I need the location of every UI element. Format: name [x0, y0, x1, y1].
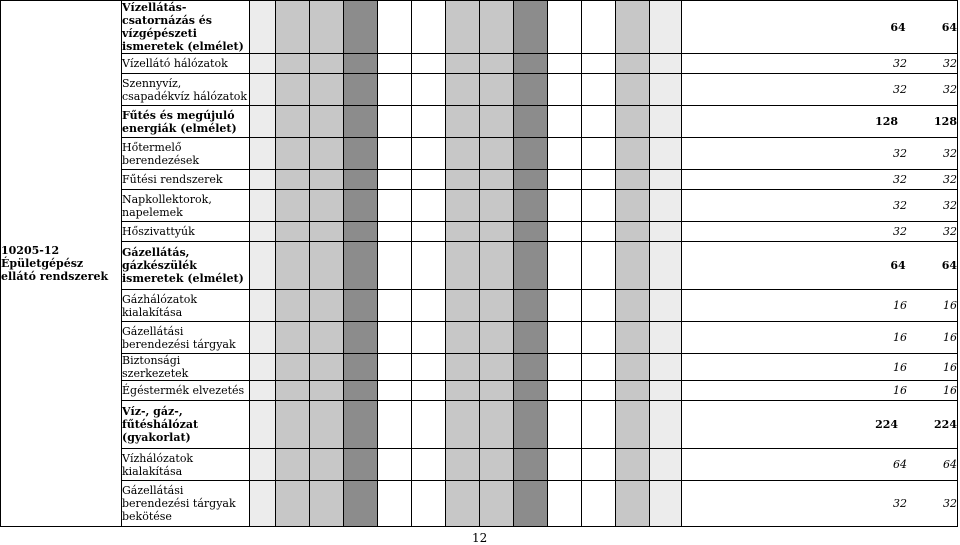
schedule-block-cell [412, 190, 446, 222]
schedule-block-cell [250, 1, 276, 54]
schedule-block-cell [276, 106, 310, 138]
table-row [1, 242, 958, 290]
schedule-block-cell [582, 401, 616, 449]
schedule-block-cell [514, 54, 548, 74]
schedule-block-cell [480, 481, 514, 527]
hours-cell [682, 401, 958, 449]
schedule-block-cell [480, 222, 514, 242]
schedule-block-cell [514, 222, 548, 242]
subject-label: Biztonsági szerkezetek [122, 354, 250, 381]
schedule-block-cell [548, 106, 582, 138]
table-row [1, 1, 958, 54]
schedule-block-cell [250, 481, 276, 527]
hours-cell [682, 381, 958, 401]
schedule-block-cell [514, 170, 548, 190]
schedule-block-cell [344, 222, 378, 242]
module-name: Épületgépész ellátó rendszerek [1, 257, 109, 283]
schedule-block-cell [514, 190, 548, 222]
schedule-block-cell [378, 190, 412, 222]
schedule-block-cell [514, 74, 548, 106]
hours-value-first: 16 [893, 384, 907, 397]
schedule-block-cell [616, 322, 650, 354]
schedule-block-cell [616, 222, 650, 242]
subject-label: Fűtési rendszerek [122, 170, 250, 190]
subject-label: Égéstermék elvezetés [122, 381, 250, 401]
table-row [1, 106, 958, 138]
schedule-block-cell [344, 401, 378, 449]
schedule-block-cell [378, 290, 412, 322]
schedule-block-cell [650, 381, 682, 401]
schedule-block-cell [582, 290, 616, 322]
schedule-block-cell [250, 381, 276, 401]
schedule-block-cell [446, 222, 480, 242]
schedule-block-cell [310, 190, 344, 222]
hours-cell [682, 74, 958, 106]
table-row [1, 290, 958, 322]
schedule-block-cell [446, 170, 480, 190]
subject-label: Gázellátás, gázkészülék ismeretek (elmélet) [122, 242, 250, 290]
page-number: 12 [472, 531, 488, 545]
schedule-block-cell [412, 322, 446, 354]
schedule-block-cell [582, 222, 616, 242]
schedule-block-cell [310, 381, 344, 401]
schedule-block-cell [514, 354, 548, 381]
table-row [1, 170, 958, 190]
schedule-block-cell [310, 290, 344, 322]
schedule-block-cell [310, 106, 344, 138]
subject-label: Gázhálózatok kialakítása [122, 290, 250, 322]
schedule-block-cell [250, 190, 276, 222]
schedule-block-cell [480, 381, 514, 401]
schedule-block-cell [514, 381, 548, 401]
hours-value-first: 16 [893, 360, 907, 374]
schedule-block-cell [310, 1, 344, 54]
schedule-block-cell [310, 242, 344, 290]
schedule-block-cell [378, 1, 412, 54]
schedule-block-cell [250, 222, 276, 242]
subject-label: Napkollektorok, napelemek [122, 190, 250, 222]
schedule-block-cell [446, 74, 480, 106]
schedule-block-cell [480, 322, 514, 354]
schedule-block-cell [616, 106, 650, 138]
schedule-block-cell [616, 242, 650, 290]
schedule-block-cell [514, 106, 548, 138]
schedule-block-cell [412, 401, 446, 449]
schedule-block-cell [582, 381, 616, 401]
schedule-block-cell [250, 170, 276, 190]
hours-value-first: 16 [893, 331, 907, 344]
schedule-block-cell [276, 449, 310, 481]
schedule-block-cell [378, 242, 412, 290]
schedule-block-cell [514, 401, 548, 449]
schedule-block-cell [378, 106, 412, 138]
schedule-block-cell [250, 290, 276, 322]
schedule-block-cell [344, 354, 378, 381]
schedule-block-cell [250, 138, 276, 170]
schedule-block-cell [344, 138, 378, 170]
schedule-block-cell [250, 54, 276, 74]
schedule-block-cell [412, 74, 446, 106]
schedule-block-cell [344, 190, 378, 222]
schedule-block-cell [446, 190, 480, 222]
schedule-block-cell [446, 401, 480, 449]
schedule-block-cell [514, 242, 548, 290]
schedule-block-cell [412, 242, 446, 290]
schedule-block-cell [276, 74, 310, 106]
schedule-block-cell [378, 222, 412, 242]
hours-cell [682, 190, 958, 222]
schedule-block-cell [412, 222, 446, 242]
schedule-block-cell [310, 449, 344, 481]
subject-label: Hőszivattyúk [122, 222, 250, 242]
table-row [1, 322, 958, 354]
schedule-block-cell [582, 54, 616, 74]
schedule-block-cell [480, 74, 514, 106]
schedule-block-cell [250, 322, 276, 354]
schedule-block-cell [378, 170, 412, 190]
table-row [1, 54, 958, 74]
subject-label: Hőtermelő berendezések [122, 138, 250, 170]
schedule-block-cell [616, 74, 650, 106]
schedule-block-cell [344, 106, 378, 138]
schedule-block-cell [548, 481, 582, 527]
module-code: 10205-12 [1, 244, 60, 257]
schedule-block-cell [616, 54, 650, 74]
schedule-block-cell [250, 401, 276, 449]
table-row [1, 138, 958, 170]
hours-value-first: 32 [893, 199, 907, 212]
hours-value-first: 32 [893, 497, 907, 510]
schedule-block-cell [412, 138, 446, 170]
schedule-block-cell [616, 1, 650, 54]
schedule-block-cell [310, 354, 344, 381]
schedule-block-cell [480, 170, 514, 190]
hours-value-first: 32 [893, 83, 907, 96]
schedule-block-cell [310, 170, 344, 190]
schedule-block-cell [378, 54, 412, 74]
schedule-block-cell [650, 106, 682, 138]
schedule-block-cell [616, 481, 650, 527]
schedule-block-cell [582, 1, 616, 54]
schedule-block-cell [250, 74, 276, 106]
hours-value-first: 64 [890, 20, 906, 34]
hours-value-second: 128 [934, 115, 957, 128]
hours-value-second: 16 [943, 331, 957, 344]
schedule-block-cell [344, 242, 378, 290]
schedule-block-cell [276, 138, 310, 170]
schedule-block-cell [412, 290, 446, 322]
schedule-block-cell [276, 54, 310, 74]
schedule-block-cell [446, 106, 480, 138]
schedule-block-cell [344, 54, 378, 74]
table-row [1, 401, 958, 449]
schedule-block-cell [310, 138, 344, 170]
schedule-block-cell [344, 74, 378, 106]
hours-value-second: 64 [943, 458, 957, 471]
schedule-block-cell [650, 222, 682, 242]
module-cell [1, 1, 122, 527]
schedule-block-cell [276, 401, 310, 449]
schedule-block-cell [276, 354, 310, 381]
schedule-block-cell [446, 322, 480, 354]
subject-label: Vízhálózatok kialakítása [122, 449, 250, 481]
schedule-block-cell [310, 54, 344, 74]
schedule-block-cell [412, 381, 446, 401]
hours-value-first: 32 [893, 225, 907, 238]
schedule-block-cell [514, 290, 548, 322]
schedule-block-cell [650, 74, 682, 106]
hours-value-second: 32 [943, 147, 957, 160]
subject-label: Gázellátási berendezési tárgyak [122, 322, 250, 354]
schedule-block-cell [548, 322, 582, 354]
schedule-block-cell [480, 354, 514, 381]
schedule-block-cell [582, 481, 616, 527]
schedule-block-cell [412, 54, 446, 74]
schedule-block-cell [514, 138, 548, 170]
hours-cell [682, 290, 958, 322]
table-row [1, 190, 958, 222]
schedule-block-cell [446, 481, 480, 527]
schedule-block-cell [548, 222, 582, 242]
schedule-block-cell [412, 106, 446, 138]
schedule-block-cell [616, 449, 650, 481]
schedule-block-cell [548, 290, 582, 322]
schedule-block-cell [446, 449, 480, 481]
schedule-block-cell [548, 381, 582, 401]
schedule-block-cell [344, 381, 378, 401]
schedule-block-cell [378, 322, 412, 354]
hours-value-second: 16 [943, 360, 957, 374]
schedule-block-cell [548, 354, 582, 381]
schedule-block-cell [344, 449, 378, 481]
hours-value-first: 64 [893, 458, 907, 471]
schedule-block-cell [616, 381, 650, 401]
schedule-block-cell [310, 481, 344, 527]
schedule-block-cell [616, 138, 650, 170]
hours-cell [682, 106, 958, 138]
subject-label: Víz-, gáz-, fűtéshálózat (gyakorlat) [122, 401, 250, 449]
subject-label: Gázellátási berendezési tárgyak bekötése [122, 481, 250, 527]
schedule-block-cell [250, 106, 276, 138]
schedule-block-cell [446, 1, 480, 54]
schedule-block-cell [310, 322, 344, 354]
schedule-block-cell [548, 138, 582, 170]
schedule-block-cell [446, 354, 480, 381]
hours-value-first: 224 [875, 418, 899, 431]
table-row [1, 381, 958, 401]
schedule-block-cell [582, 322, 616, 354]
hours-value-second: 32 [943, 199, 957, 212]
schedule-block-cell [548, 242, 582, 290]
subject-label: Vízellátó hálózatok [122, 54, 250, 74]
schedule-block-cell [276, 290, 310, 322]
schedule-block-cell [650, 54, 682, 74]
schedule-block-cell [650, 1, 682, 54]
schedule-block-cell [548, 401, 582, 449]
schedule-block-cell [344, 322, 378, 354]
table-row [1, 74, 958, 106]
schedule-block-cell [250, 449, 276, 481]
hours-cell [682, 170, 958, 190]
schedule-block-cell [378, 74, 412, 106]
schedule-block-cell [650, 138, 682, 170]
schedule-block-cell [344, 290, 378, 322]
schedule-block-cell [616, 290, 650, 322]
schedule-block-cell [276, 222, 310, 242]
hours-value-second: 32 [943, 173, 957, 186]
hours-cell [682, 354, 958, 381]
schedule-block-cell [344, 170, 378, 190]
schedule-block-cell [378, 481, 412, 527]
schedule-block-cell [548, 449, 582, 481]
schedule-block-cell [548, 170, 582, 190]
table-row [1, 222, 958, 242]
schedule-block-cell [514, 481, 548, 527]
schedule-block-cell [582, 170, 616, 190]
schedule-block-cell [582, 449, 616, 481]
schedule-block-cell [446, 138, 480, 170]
schedule-block-cell [650, 242, 682, 290]
schedule-block-cell [480, 138, 514, 170]
schedule-block-cell [276, 190, 310, 222]
schedule-block-cell [310, 222, 344, 242]
hours-value-second: 64 [941, 259, 957, 272]
schedule-block-cell [548, 1, 582, 54]
schedule-block-cell [514, 322, 548, 354]
schedule-block-cell [412, 170, 446, 190]
schedule-block-cell [582, 242, 616, 290]
schedule-block-cell [310, 74, 344, 106]
schedule-block-cell [412, 1, 446, 54]
schedule-block-cell [650, 322, 682, 354]
schedule-block-cell [480, 242, 514, 290]
schedule-block-cell [412, 354, 446, 381]
hours-value-second: 32 [943, 57, 957, 70]
schedule-block-cell [616, 170, 650, 190]
schedule-block-cell [412, 481, 446, 527]
hours-value-first: 32 [893, 173, 907, 186]
schedule-block-cell [582, 354, 616, 381]
hours-value-first: 64 [890, 259, 906, 272]
schedule-block-cell [548, 54, 582, 74]
subject-label: Vízellátás-csatornázás és vízgépészeti ismeretek (elmélet) [122, 1, 250, 54]
schedule-block-cell [514, 449, 548, 481]
schedule-block-cell [480, 190, 514, 222]
table-row [1, 354, 958, 381]
schedule-block-cell [378, 381, 412, 401]
schedule-block-cell [276, 481, 310, 527]
hours-cell [682, 138, 958, 170]
table-row [1, 481, 958, 527]
schedule-block-cell [650, 290, 682, 322]
schedule-block-cell [446, 381, 480, 401]
hours-value-second: 16 [943, 384, 957, 397]
schedule-block-cell [446, 242, 480, 290]
schedule-block-cell [344, 481, 378, 527]
schedule-block-cell [650, 449, 682, 481]
hours-cell [682, 242, 958, 290]
schedule-block-cell [446, 290, 480, 322]
schedule-block-cell [514, 1, 548, 54]
schedule-block-cell [582, 190, 616, 222]
hours-cell [682, 54, 958, 74]
schedule-block-cell [276, 322, 310, 354]
schedule-block-cell [446, 54, 480, 74]
schedule-block-cell [378, 449, 412, 481]
schedule-block-cell [480, 106, 514, 138]
schedule-block-cell [650, 354, 682, 381]
schedule-block-cell [650, 170, 682, 190]
schedule-block-cell [616, 190, 650, 222]
schedule-block-cell [582, 74, 616, 106]
hours-value-first: 32 [893, 147, 907, 160]
schedule-block-cell [480, 54, 514, 74]
schedule-block-cell [378, 401, 412, 449]
hours-value-first: 32 [893, 57, 907, 70]
subject-label: Fűtés és megújuló energiák (elmélet) [122, 106, 250, 138]
hours-value-second: 32 [943, 497, 957, 510]
schedule-block-cell [480, 290, 514, 322]
schedule-block-cell [548, 190, 582, 222]
hours-cell [682, 1, 958, 54]
schedule-block-cell [582, 106, 616, 138]
schedule-block-cell [480, 401, 514, 449]
schedule-block-cell [650, 190, 682, 222]
table-row [1, 449, 958, 481]
schedule-block-cell [276, 381, 310, 401]
hours-value-second: 224 [934, 418, 957, 431]
schedule-block-cell [616, 354, 650, 381]
schedule-block-cell [344, 1, 378, 54]
hours-value-second: 32 [943, 225, 957, 238]
hours-value-second: 16 [943, 299, 957, 312]
schedule-block-cell [276, 170, 310, 190]
schedule-block-cell [250, 354, 276, 381]
schedule-block-cell [548, 74, 582, 106]
hours-value-second: 32 [943, 83, 957, 96]
hours-cell [682, 322, 958, 354]
hours-value-first: 128 [875, 115, 899, 128]
schedule-block-cell [310, 401, 344, 449]
subject-label: Szennyvíz, csapadékvíz hálózatok [122, 74, 250, 106]
schedule-block-cell [650, 481, 682, 527]
hours-cell [682, 222, 958, 242]
schedule-block-cell [412, 449, 446, 481]
schedule-block-cell [650, 401, 682, 449]
hours-value-second: 64 [941, 20, 957, 34]
schedule-block-cell [276, 1, 310, 54]
hours-cell [682, 449, 958, 481]
schedule-block-cell [480, 1, 514, 54]
schedule-block-cell [616, 401, 650, 449]
schedule-block-cell [378, 354, 412, 381]
hours-value-first: 16 [893, 299, 907, 312]
schedule-block-cell [276, 242, 310, 290]
schedule-block-cell [250, 242, 276, 290]
hours-cell [682, 481, 958, 527]
schedule-block-cell [378, 138, 412, 170]
schedule-block-cell [582, 138, 616, 170]
schedule-block-cell [480, 449, 514, 481]
